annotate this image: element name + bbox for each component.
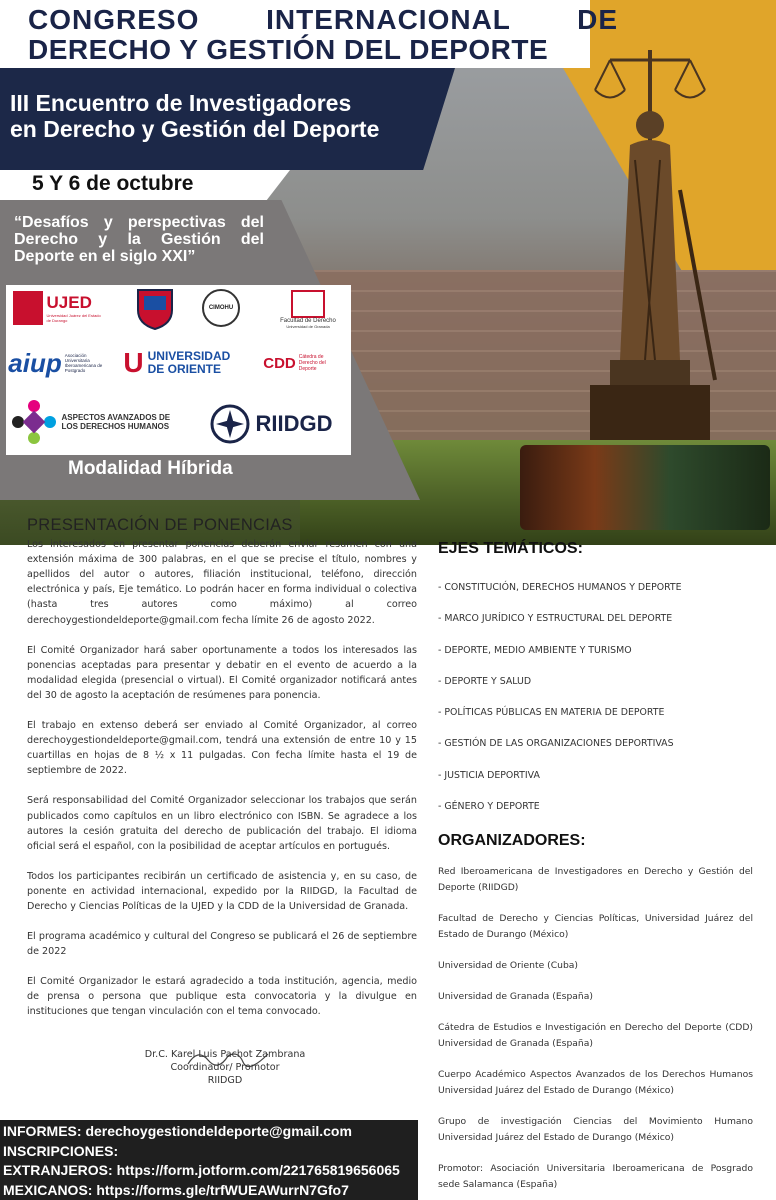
organizadores-list	[438, 864, 753, 1193]
ujed-logo-subtext: Universidad Juárez del Estado de Durango	[46, 313, 101, 323]
logos-panel	[6, 285, 351, 455]
cuerpo-academico-logo	[8, 397, 173, 447]
ujed-logo-text: UJED	[46, 293, 92, 312]
presentacion-paragraph: El trabajo en extenso deberá ser enviado al Comité Organizador, al correo derechoygestiondeldeporte@gmail.com, tendrá una extensión de entre 10 y 15 cuartillas en hojas de 8 ½ x 11 pulgadas. Con fecha límite hasta el 19 de septiembre de 2022.	[27, 720, 417, 777]
right-column	[438, 540, 753, 1200]
organizador-item: Cátedra de Estudios e Investigación en Derecho del Deporte (CDD) Universidad de Granada (España)	[438, 1022, 753, 1050]
presentacion-paragraph: Será responsabilidad del Comité Organizador seleccionar los trabajos que serán publicados como capítulos en un libro electrónico con ISBN. Se agradece a los autores la cesión gratuita del derecho de publicación del trabajo. El idioma oficial será el español, con la posibilidad de aceptar artículos en portugués.	[27, 795, 417, 852]
subtitle-line-2: en Derecho y Gestión del Deporte	[10, 116, 380, 142]
eje-item: - MARCO JURÍDICO Y ESTRUCTURAL DEL DEPORTE	[438, 613, 673, 625]
presentacion-heading: PRESENTACIÓN DE PONENCIAS	[27, 516, 293, 534]
law-books	[520, 445, 770, 530]
title-line-1: CONGRESO INTERNACIONAL DE	[28, 4, 619, 35]
theme-quote: “Desafíos y perspectivas del Derecho y la Gestión del Deporte en el siglo XXI”	[14, 214, 264, 265]
organizador-item: Universidad de Oriente (Cuba)	[438, 960, 579, 972]
presentacion-paragraph: El programa académico y cultural del Congreso se publicará el 26 de septiembre de 2022	[27, 931, 417, 958]
ca-logo-text: ASPECTOS AVANZADOS DE LOS DERECHOS HUMANOS	[61, 413, 171, 431]
aiup-logo-subtext: Asociación Universitaria Iberoamericana de Postgrado	[64, 353, 103, 373]
aiup-logo-text: aiup	[8, 347, 62, 378]
presentacion-paragraph: El Comité Organizador le estará agradecido a toda institución, agencia, medio de prensa o persona que publique esta convocatoria y la divulgue en instituciones que tengan vinculación con el tema convocado.	[27, 976, 417, 1018]
organizador-item: Cuerpo Académico Aspectos Avanzados de los Derechos Humanos Universidad Juárez del Estado de Durango (México)	[438, 1069, 753, 1097]
eje-item: - CONSTITUCIÓN, DERECHOS HUMANOS Y DEPORTE	[438, 582, 682, 593]
contact-box	[0, 1120, 418, 1200]
subtitle-line-1: III Encuentro de Investigadores	[10, 90, 352, 116]
eje-item: - POLÍTICAS PÚBLICAS EN MATERIA DE DEPORTE	[438, 707, 665, 719]
cdd-logo-subtext: Cátedra de Derecho del Deporte	[298, 354, 326, 372]
signer-name: Dr.C. Karel Luis Pachot Zambrana	[144, 1049, 306, 1060]
cimohu-logo	[200, 287, 242, 329]
signer-org: RIIDGD	[207, 1075, 243, 1086]
event-date: 5 Y 6 de octubre	[32, 172, 194, 195]
organizador-item: Facultad de Derecho y Ciencias Políticas, Universidad Juárez del Estado de Durango (México)	[438, 913, 753, 941]
eje-item: - DEPORTE Y SALUD	[438, 675, 532, 687]
riidgd-star-icon	[210, 404, 250, 444]
mexicanos-link[interactable]: MEXICANOS: https://forms.gle/trfWUEAWurrN7Gfo7	[3, 1181, 349, 1198]
lady-justice-statue	[580, 30, 720, 450]
organizador-item: Grupo de investigación Ciencias del Movimiento Humano Universidad Juárez del Estado de Durango (México)	[438, 1116, 753, 1144]
uo-logo-text: UNIVERSIDAD DE ORIENTE	[147, 349, 231, 376]
cdd-logo-text: CDD	[263, 354, 296, 372]
ejes-heading: EJES TEMÁTICOS:	[438, 540, 583, 557]
aiup-logo	[8, 343, 113, 383]
eje-item: - JUSTICIA DEPORTIVA	[438, 769, 540, 781]
shield-icon	[134, 285, 176, 331]
fac-derecho-text: Facultad de Derecho	[280, 317, 336, 324]
riidgd-logo-text: RIIDGD	[255, 411, 333, 436]
ejes-list	[438, 572, 753, 822]
organizador-item: Universidad de Granada (España)	[438, 991, 593, 1003]
title-line-2: DERECHO Y GESTIÓN DEL DEPORTE	[28, 34, 549, 65]
fac-derecho-subtext: Universidad de Granada	[286, 323, 330, 329]
organizadores-heading: ORGANIZADORES:	[438, 832, 586, 850]
facultad-derecho-logo	[268, 285, 348, 333]
presentacion-paragraph: El Comité Organizador hará saber oportunamente a todos los interesados las ponencias aceptadas para presentar y debatir en el evento de acuerdo a la modalidad elegida (presencial o virtual). El Comité organizador notificará antes del 30 de agosto la aceptación de resúmenes para ponencia.	[27, 644, 417, 701]
modality-label: Modalidad Híbrida	[68, 458, 233, 479]
universidad-oriente-logo: U UNIVERSIDAD DE ORIENTE	[118, 345, 248, 381]
extranjeros-link[interactable]: EXTRANJEROS: https://form.jotform.com/221765819656065	[3, 1162, 400, 1178]
ujed-logo	[11, 287, 106, 329]
colorful-people-icon	[10, 398, 58, 446]
cdd-logo	[250, 343, 348, 383]
presentacion-paragraph: Los interesados en presentar ponencias deberán enviar resumen con una extensión máxima de 300 palabras, en el que se precise el título, nombres y apellidos del autor o autores, filiación institucional, teléfono, dirección electrónica y país, Eje temático. Lo podrán hacer en forma individual o colectiva (hasta tres autores como máximo) al correo derechoygestiondeldeporte@gmail.com fecha límite 26 de agosto 2022.	[27, 539, 417, 626]
cimohu-logo-text: CIMOHU	[202, 289, 240, 327]
organizador-item: Red Iberoamericana de Investigadores en Derecho y Gestión del Deporte (RIIDGD)	[438, 866, 753, 894]
signature-block	[130, 1048, 320, 1087]
inscripciones-label: INSCRIPCIONES:	[3, 1142, 119, 1159]
presentacion-section	[27, 518, 417, 1035]
presentacion-paragraph: Todos los participantes recibirán un certificado de asistencia y, en su caso, de ponente en actividad internacional, expedido por la RIIDGD, la Facultad de Derecho y Ciencias Políticas de la UJED y la CDD de la Universidad de Granada.	[27, 870, 417, 912]
informes-email[interactable]: INFORMES: derechoygestiondeldeporte@gmail.com	[3, 1123, 352, 1139]
organizador-item: Promotor: Asociación Universitaria Iberoamericana de Posgrado sede Salamanca (España)	[438, 1163, 753, 1191]
eje-item: - GÉNERO Y DEPORTE	[438, 801, 540, 813]
riidgd-logo	[191, 403, 351, 445]
eje-item: - GESTIÓN DE LAS ORGANIZACIONES DEPORTIVAS	[438, 738, 674, 750]
eje-item: - DEPORTE, MEDIO AMBIENTE Y TURISMO	[438, 644, 632, 656]
signer-role: Coordinador/ Promotor	[170, 1062, 280, 1073]
